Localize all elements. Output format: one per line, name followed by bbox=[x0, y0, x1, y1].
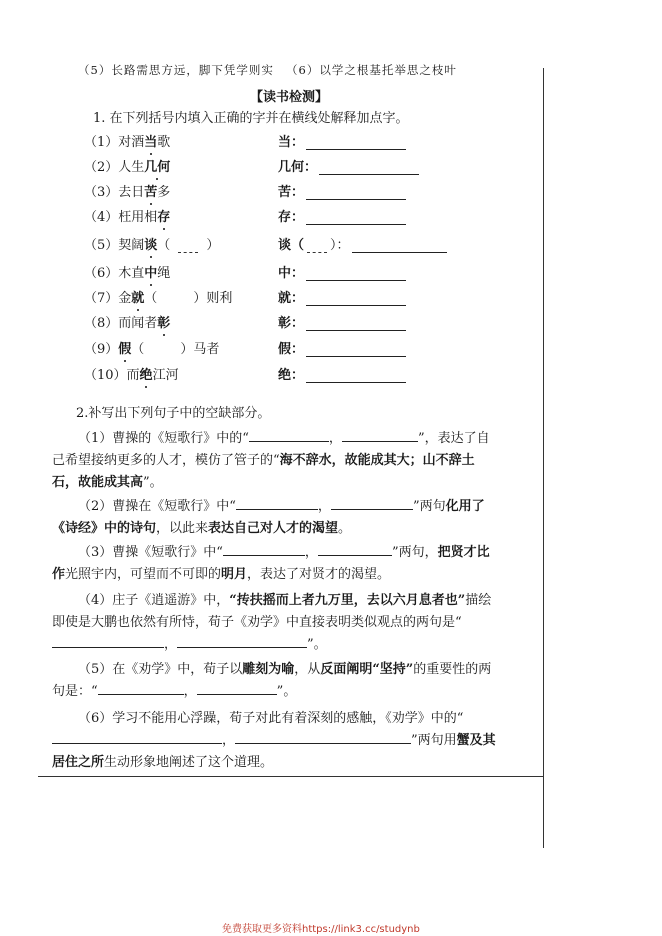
fill-row bbox=[84, 312, 524, 332]
row-phrase: （10）而绝江河 bbox=[84, 368, 179, 383]
paren-blank[interactable] bbox=[170, 238, 206, 253]
header-quotes bbox=[78, 62, 457, 78]
explanation-line: 几何： bbox=[278, 156, 419, 175]
explanation-line: 假： bbox=[278, 338, 406, 357]
answer-blank[interactable] bbox=[236, 496, 318, 510]
fill-row bbox=[84, 131, 524, 151]
dotted-character: 几何 bbox=[144, 160, 171, 175]
answer-blank[interactable] bbox=[319, 160, 419, 175]
dotted-character: 存 bbox=[157, 210, 171, 225]
answer-blank[interactable] bbox=[306, 266, 406, 281]
row-phrase: （5）契阔谈（ ） bbox=[84, 238, 220, 253]
fill-row bbox=[84, 156, 524, 176]
explanation-line: 绝： bbox=[278, 364, 406, 383]
bottom-divider bbox=[38, 776, 543, 777]
question-2-title: 2.补写出下列句子中的空缺部分。 bbox=[76, 406, 271, 421]
answer-blank[interactable] bbox=[52, 730, 222, 744]
row-phrase: （7）金就（ ）则利 bbox=[84, 291, 233, 306]
row-phrase: （9）假（ ）马者 bbox=[84, 342, 220, 357]
row-phrase: （3）去日苦多 bbox=[84, 185, 171, 200]
explanation-line: 谈（ ）： bbox=[278, 234, 447, 253]
answer-blank[interactable] bbox=[235, 730, 411, 744]
fill-row bbox=[84, 364, 524, 384]
dotted-character: 彰 bbox=[157, 316, 171, 331]
q2-item-6: （6）学习不能用心浮躁，荀子对此有着深刻的感触，《劝学》中的“， ”两句用蟹及其居住之所生动形象地阐述了这个道理。 bbox=[52, 711, 496, 770]
answer-blank[interactable] bbox=[306, 210, 406, 225]
q2-item-4: （4）庄子《逍遥游》中，“抟扶摇而上者九万里，去以六月息者也”描绘即使是大鹏也依然有所恃，荀子《劝学》中直接表明类似观点的两句是“， ”。 bbox=[52, 593, 492, 652]
answer-blank[interactable] bbox=[306, 135, 406, 150]
explanation-line: 就： bbox=[278, 287, 406, 306]
answer-blank[interactable] bbox=[352, 238, 447, 253]
fill-row bbox=[84, 287, 524, 307]
right-margin-line bbox=[543, 68, 544, 848]
answer-blank[interactable] bbox=[306, 316, 406, 331]
answer-blank[interactable] bbox=[331, 496, 413, 510]
row-phrase: （2）人生几何 bbox=[84, 160, 171, 175]
question-1-title: 1. 在下列括号内填入正确的字并在横线处解释加点字。 bbox=[93, 111, 409, 126]
answer-blank[interactable] bbox=[223, 542, 305, 556]
answer-blank[interactable] bbox=[342, 428, 418, 442]
fill-row bbox=[84, 338, 524, 358]
dotted-character: 假 bbox=[118, 342, 132, 357]
dotted-character: 谈 bbox=[144, 238, 158, 253]
answer-blank[interactable] bbox=[306, 291, 406, 306]
answer-blank[interactable] bbox=[98, 681, 184, 695]
answer-blank[interactable] bbox=[197, 681, 277, 695]
section-title: 【读书检测】 bbox=[250, 90, 329, 105]
explanation-line: 彰： bbox=[278, 312, 406, 331]
fill-row bbox=[84, 234, 524, 254]
q2-item-2: （2）曹操在《短歌行》中“ ， ”两句化用了《诗经》中的诗句，以此来表达自己对人才的渴望。 bbox=[52, 496, 498, 540]
dotted-character: 苦 bbox=[144, 185, 158, 200]
row-phrase: （8）而闻者彰 bbox=[84, 316, 171, 331]
quote-5: （5）长路需思方远，脚下凭学则实 bbox=[78, 63, 274, 77]
explanation-line: 存： bbox=[278, 206, 406, 225]
explanation-line: 当： bbox=[278, 131, 406, 150]
quote-6: （6）以学之根基托举思之枝叶 bbox=[286, 63, 457, 77]
dotted-character: 当 bbox=[144, 135, 158, 150]
q2-item-3: （3）曹操《短歌行》中“ ， ”两句，把贤才比作光照宇内，可望而不可即的明月，表达了对贤才的渴望。 bbox=[52, 542, 498, 586]
dotted-character: 中 bbox=[144, 266, 158, 281]
answer-blank[interactable] bbox=[318, 542, 392, 556]
row-phrase: （4）枉用相存 bbox=[84, 210, 171, 225]
explanation-line: 中： bbox=[278, 262, 406, 281]
answer-blank[interactable] bbox=[249, 428, 329, 442]
answer-blank[interactable] bbox=[177, 634, 307, 648]
explanation-line: 苦： bbox=[278, 181, 406, 200]
answer-blank[interactable] bbox=[52, 634, 164, 648]
fill-row bbox=[84, 262, 524, 282]
dotted-character: 就 bbox=[131, 291, 145, 306]
fill-row bbox=[84, 206, 524, 226]
row-phrase: （6）木直中绳 bbox=[84, 266, 171, 281]
q2-item-1: （1）曹操的《短歌行》中的“ ， ”，表达了自己希望接纳更多的人才，模仿了管子的“海不辞水，故能成其大；山不辞土石，故能成其高”。 bbox=[52, 428, 498, 494]
dotted-character: 绝 bbox=[139, 368, 153, 383]
answer-blank[interactable] bbox=[306, 185, 406, 200]
fill-row bbox=[84, 181, 524, 201]
answer-blank[interactable] bbox=[306, 368, 406, 383]
footer-watermark: 免费获取更多资料https://link3.cc/studynb bbox=[222, 924, 420, 935]
q2-item-5: （5）在《劝学》中，荀子以雕刻为喻，从反面阐明“坚持”的重要性的两句是：“ ， ”。 bbox=[52, 662, 492, 699]
answer-blank[interactable] bbox=[306, 342, 406, 357]
paren-blank[interactable] bbox=[304, 238, 330, 253]
row-phrase: （1）对酒当歌 bbox=[84, 135, 171, 150]
